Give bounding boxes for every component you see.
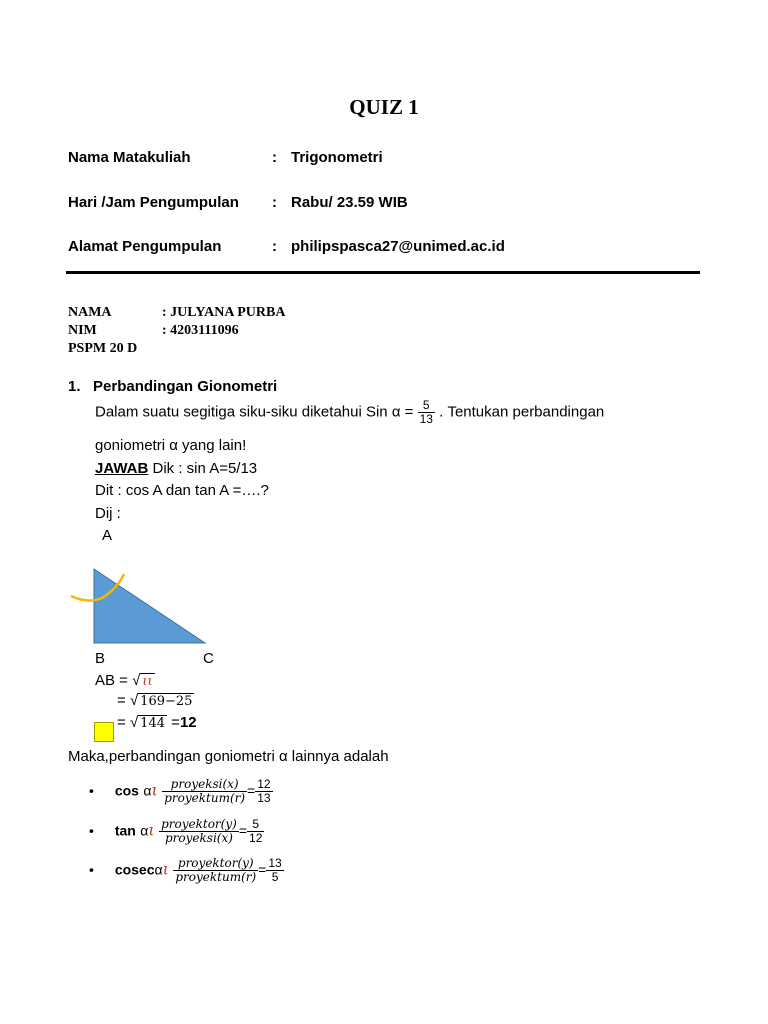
- student-nim-label: NIM: [68, 323, 97, 338]
- question-text-b: . Tentukan perbandingan: [439, 403, 605, 421]
- calc-line-2: [117, 692, 194, 709]
- info-value-deadline: Rabu/ 23.59 WIB: [291, 194, 408, 211]
- bullet-icon: •: [89, 822, 94, 839]
- right-triangle-diagram: [64, 560, 224, 652]
- ratio-value-num: 5: [252, 817, 260, 831]
- ratio-red-mark: ι: [162, 859, 169, 879]
- alpha-symbol: α: [143, 782, 152, 799]
- page-title: QUIZ 1: [349, 95, 419, 119]
- info-colon: :: [272, 238, 277, 255]
- ratio-value-fraction: [266, 857, 283, 884]
- student-name-label: NAMA: [68, 305, 112, 320]
- answer-given-text: Dik : sin A=5/13: [148, 460, 258, 477]
- sqrt-3-radicand: 144: [140, 716, 165, 731]
- info-label-course: Nama Matakuliah: [68, 149, 191, 166]
- ratio-red-mark: ι: [151, 780, 158, 800]
- ratio-eq: =: [247, 782, 256, 799]
- question-text-line1: [95, 399, 604, 426]
- sin-fraction: [418, 399, 435, 426]
- header-divider: [66, 271, 700, 274]
- answer-given: [95, 460, 257, 477]
- highlight-marker: [94, 722, 114, 742]
- sqrt-1-radicand: ιι: [142, 674, 153, 689]
- question-text-line2: goniometri α yang lain!: [95, 437, 247, 454]
- ratio-value-den: 5: [266, 870, 283, 884]
- ratio-name: tan: [114, 822, 136, 839]
- conclusion-text: Maka,perbandingan goniometri α lainnya adalah: [68, 748, 389, 765]
- sqrt-2: √ 169−25: [129, 692, 193, 709]
- ratio-expr-num: proyeksi(x): [170, 777, 239, 791]
- ratio-expr-num: proyektor(y): [161, 817, 237, 831]
- calc-line-1-prefix: AB =: [95, 672, 133, 689]
- info-label-deadline: Hari /Jam Pengumpulan: [68, 194, 239, 211]
- ratio-expr-den: proyeksi(x): [159, 831, 239, 845]
- vertex-label-a: A: [102, 527, 113, 544]
- ratio-eq: =: [238, 822, 248, 839]
- ratio-value-fraction: [255, 778, 272, 805]
- calc-line-1: [95, 672, 155, 689]
- ratio-expr-fraction: [173, 857, 258, 884]
- sin-fraction-numerator: 5: [422, 398, 430, 412]
- answer-label: JAWAB: [95, 460, 149, 477]
- ratio-expr-fraction: [159, 818, 239, 845]
- answer-asked: Dit : cos A dan tan A =….?: [95, 482, 269, 499]
- ratio-item-tan: [89, 818, 264, 845]
- calc-line-2-prefix: =: [117, 692, 130, 709]
- calc-line-3: [117, 714, 197, 731]
- ratio-expr-den: proyektum(r): [164, 791, 246, 805]
- vertex-label-b: B: [95, 650, 106, 667]
- info-colon: :: [272, 194, 277, 211]
- triangle-shape: [94, 569, 205, 643]
- ratio-eq: =: [258, 861, 267, 878]
- alpha-symbol: α: [154, 861, 163, 878]
- answer-solution-label: Dij :: [95, 505, 121, 522]
- calc-line-3-suffix: =: [167, 714, 180, 731]
- student-name-value: : JULYANA PURBA: [162, 305, 286, 320]
- sqrt-3: √ 144: [129, 714, 165, 731]
- ratio-item-cosec: [89, 857, 284, 884]
- sqrt-1: √ ιι: [132, 672, 153, 689]
- ratio-name: cosec: [114, 861, 155, 878]
- info-value-email: philipspasca27@unimed.ac.id: [291, 238, 505, 255]
- ratio-expr-den: proyektum(r): [175, 870, 257, 884]
- ratio-value-den: 13: [257, 791, 271, 805]
- ratio-value-num: 12: [257, 777, 271, 791]
- ratio-item-cos: [89, 778, 273, 805]
- alpha-symbol: α: [140, 822, 149, 839]
- vertex-label-c: C: [203, 650, 214, 667]
- sqrt-2-radicand: 169−25: [140, 694, 193, 709]
- calc-line-3-prefix: =: [117, 714, 130, 731]
- ratio-expr-fraction: [162, 778, 247, 805]
- student-nim-value: : 4203111096: [162, 323, 239, 338]
- info-value-course: Trigonometri: [291, 149, 383, 166]
- student-class: PSPM 20 D: [68, 341, 138, 356]
- ratio-value-num: 13: [268, 856, 282, 870]
- sin-fraction-denominator: 13: [419, 412, 433, 426]
- calc-line-3-result: 12: [179, 714, 197, 731]
- bullet-icon: •: [89, 782, 94, 799]
- question-text-a: Dalam suatu segitiga siku-siku diketahui Sin α =: [95, 403, 414, 421]
- ratio-value-den: 12: [249, 831, 263, 845]
- ratio-value-fraction: [247, 818, 264, 845]
- bullet-icon: •: [89, 861, 94, 878]
- ratio-expr-num: proyektor(y): [177, 856, 254, 870]
- info-colon: :: [272, 149, 277, 166]
- ratio-name: cos: [114, 782, 139, 799]
- question-heading: 1. Perbandingan Gionometri: [68, 378, 278, 395]
- ratio-red-mark: ι: [148, 820, 155, 840]
- info-label-address: Alamat Pengumpulan: [68, 238, 222, 255]
